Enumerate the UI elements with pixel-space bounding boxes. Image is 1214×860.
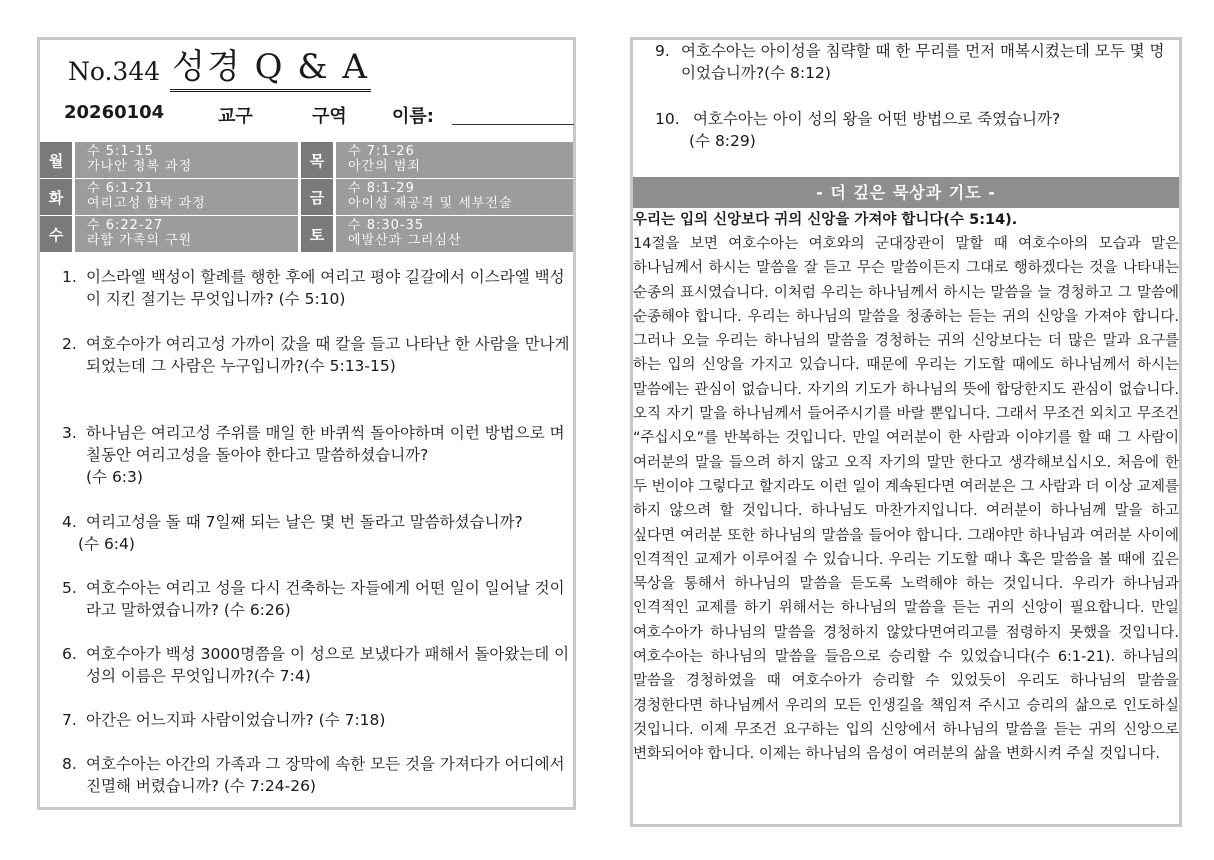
question-item	[62, 709, 574, 731]
question-ref: (수 6:4)	[78, 535, 135, 553]
reading-cell	[336, 216, 573, 252]
question-item	[62, 753, 574, 797]
question-number: 6.	[62, 645, 77, 663]
reading-cell	[75, 179, 298, 215]
title-row	[68, 42, 371, 92]
question-number: 9.	[655, 42, 670, 60]
reading-title: 라합 가족의 구원	[87, 233, 193, 248]
question-item	[655, 108, 1165, 152]
reading-title: 아이성 재공격 및 세부전술	[348, 196, 513, 211]
question-number: 2.	[62, 335, 77, 353]
reading-ref: 수 7:1-26	[348, 144, 415, 159]
question-text: 여호수아가 백성 3000명쯤을 이 성으로 보냈다가 패해서 돌아왔는데 이 성의 이름은 무엇입니까?(수 7:4)	[86, 645, 570, 685]
question-number: 4.	[62, 513, 77, 531]
gyogu-label: 교구	[218, 106, 253, 127]
day-cell: 월	[40, 142, 72, 178]
question-text: 여호수아가 여리고성 가까이 갔을 때 칼을 들고 나타난 한 사람을 만나게 되었는데 그 사람은 누구입니까?(수 5:13-15)	[86, 335, 570, 375]
reading-ref: 수 6:1-21	[87, 181, 154, 196]
question-item	[62, 511, 574, 555]
reading-title: 아간의 범죄	[348, 159, 421, 174]
reading-cell	[336, 142, 573, 178]
reading-cell	[75, 216, 298, 252]
question-text: 여호수아는 아간의 가족과 그 장막에 속한 모든 것을 가져다가 어디에서 진멸해 버렸습니까? (수 7:24-26)	[86, 755, 565, 795]
question-item	[655, 40, 1165, 84]
question-text: 여리고성을 돌 때 7일째 되는 날은 몇 번 돌라고 말씀하셨습니까?	[86, 513, 523, 531]
day-cell: 금	[301, 179, 333, 215]
question-number: 10.	[655, 110, 680, 128]
question-number: 8.	[62, 755, 77, 773]
question-item	[62, 422, 574, 488]
schedule-row	[40, 216, 573, 252]
page-title: 성경 Q & A	[170, 45, 371, 92]
question-number: 3.	[62, 424, 77, 442]
question-item	[62, 643, 574, 687]
question-text: 여호수아는 아이 성의 왕을 어떤 방법으로 죽였습니까?	[693, 110, 1061, 128]
reading-ref: 수 8:30-35	[348, 218, 425, 233]
guyeok-label: 구역	[312, 106, 347, 127]
question-text: 여호수아는 여리고 성을 다시 건축하는 자들에게 어떤 일이 일어날 것이라고 말하였습니까? (수 6:26)	[86, 579, 565, 619]
reading-title: 여리고성 함락 과정	[87, 196, 206, 211]
reading-ref: 수 5:1-15	[87, 144, 154, 159]
question-text: 하나님은 여리고성 주위를 매일 한 바퀴씩 돌아야하며 이런 방법으로 며칠동안 여리고성을 돌아야 한다고 말씀하셨습니까?	[86, 424, 565, 464]
reading-title: 가나안 정복 과정	[87, 159, 193, 174]
meditation-heading: 우리는 입의 신앙보다 귀의 신앙을 가져야 합니다(수 5:14).	[633, 212, 1018, 228]
reading-title: 에발산과 그리심산	[348, 233, 462, 248]
meditation-section-bar: - 더 깊은 묵상과 기도 -	[633, 177, 1179, 208]
question-number: 5.	[62, 579, 77, 597]
question-text: 이스라엘 백성이 할례를 행한 후에 여리고 평야 길갈에서 이스라엘 백성이 지킨 절기는 무엇입니까? (수 5:10)	[86, 268, 565, 308]
day-cell: 수	[40, 216, 72, 252]
schedule-row	[40, 142, 573, 178]
question-text: 여호수아는 아이성을 침략할 때 한 무리를 먼저 매복시켰는데 모두 몇 명이었습니까?(수 8:12)	[681, 42, 1165, 82]
question-ref: (수 6:3)	[86, 468, 143, 486]
right-panel	[630, 37, 1182, 827]
info-row	[64, 100, 554, 128]
meditation-body: 14절을 보면 여호수아는 여호와의 군대장관이 말할 때 여호수아의 모습과 말은 하나님께서 하시는 말씀을 잘 듣고 무슨 말씀이든지 그대로 행하겠다는 것을 나타내는 순종의 표시였습니다. 이처럼 우리는 하나님께서 하시는 말씀을 늘 경청하고 그 말씀에 순종해야 합니다. 우리는 하나님의 말씀을 청종하는 듣는 귀의 신앙을 가져야 합니다. 그러나 오늘 우리는 하나님의 말씀을 경청하는 귀의 신앙보다는 더 많은 말과 요구를 하는 입의 신앙을 가지고 있습니다. 때문에 우리는 기도할 때에도 하나님께서 하시는 말씀에는 관심이 없습니다. 자기의 기도가 하나님의 뜻에 합당한지도 관심이 없습니다. 오직 자기 말을 하나님께서 들어주시기를 바랄 뿐입니다. 그래서 무조건 외치고 무조건 “주십시오”를 반복하는 것입니다. 만일 여러분이 한 사람과 이야기를 할 때 그 사람이 여러분의 말을 들으려 하지 않고 오직 자기의 말만 한다고 생각해보십시오. 처음에 한 두 번이야 그렇다고 할지라도 이런 일이 계속된다면 여러분은 그 사람과 더 이상 교제를 하지 않으려 할 것입니다. 하나님도 마찬가지입니다. 여러분이 하나님께 말을 하고 싶다면 여러분 또한 하나님의 말씀을 들어야 합니다. 그래야만 하나님과 여러분 사이에 인격적인 교제가 이루어질 수 있습니다. 우리는 기도할 때나 혹은 말씀을 볼 때에 깊은 묵상을 통해서 하나님의 말씀을 듣도록 노력해야 하는 것입니다. 우리가 하나님과 인격적인 교제를 하기 위해서는 하나님의 말씀을 듣는 귀의 신앙이 필요합니다. 만일 여호수아가 하나님의 말씀을 경청하지 않았다면여리고를 점령하지 못했을 것입니다. 여호수아는 하나님의 말씀을 들음으로 승리할 수 있었습니다(수 6:1-21). 하나님의 말씀을 경청하였을 때 여호수아가 승리할 수 있었듯이 우리도 하나님의 말씀을 경청한다면 하나님께서 우리의 모든 인생길을 책임져 주시고 승리의 삶으로 인도하실 것입니다. 이제 무조건 요구하는 입의 신앙에서 하나님의 말씀을 듣는 귀의 신앙으로 변화되어야 합니다. 이제는 하나님의 음성이 여러분의 삶을 변화시켜 주실 것입니다.	[633, 236, 1179, 763]
day-cell: 목	[301, 142, 333, 178]
issue-number: No.344	[68, 57, 161, 86]
question-text: 아간은 어느지파 사람이었습니까? (수 7:18)	[86, 711, 386, 729]
left-panel	[37, 37, 576, 810]
name-blank-line	[452, 124, 574, 125]
reading-ref: 수 8:1-29	[348, 181, 415, 196]
question-item	[62, 333, 574, 377]
reading-ref: 수 6:22-27	[87, 218, 164, 233]
question-number: 1.	[62, 268, 77, 286]
question-number: 7.	[62, 711, 77, 729]
reading-schedule	[40, 140, 573, 254]
reading-cell	[336, 179, 573, 215]
day-cell: 화	[40, 179, 72, 215]
question-ref: (수 8:29)	[689, 132, 756, 150]
day-cell: 토	[301, 216, 333, 252]
question-item	[62, 266, 574, 310]
question-item	[62, 577, 574, 621]
name-label: 이름:	[392, 106, 434, 127]
date-label: 20260104	[64, 102, 165, 123]
reading-cell	[75, 142, 298, 178]
schedule-row	[40, 179, 573, 215]
